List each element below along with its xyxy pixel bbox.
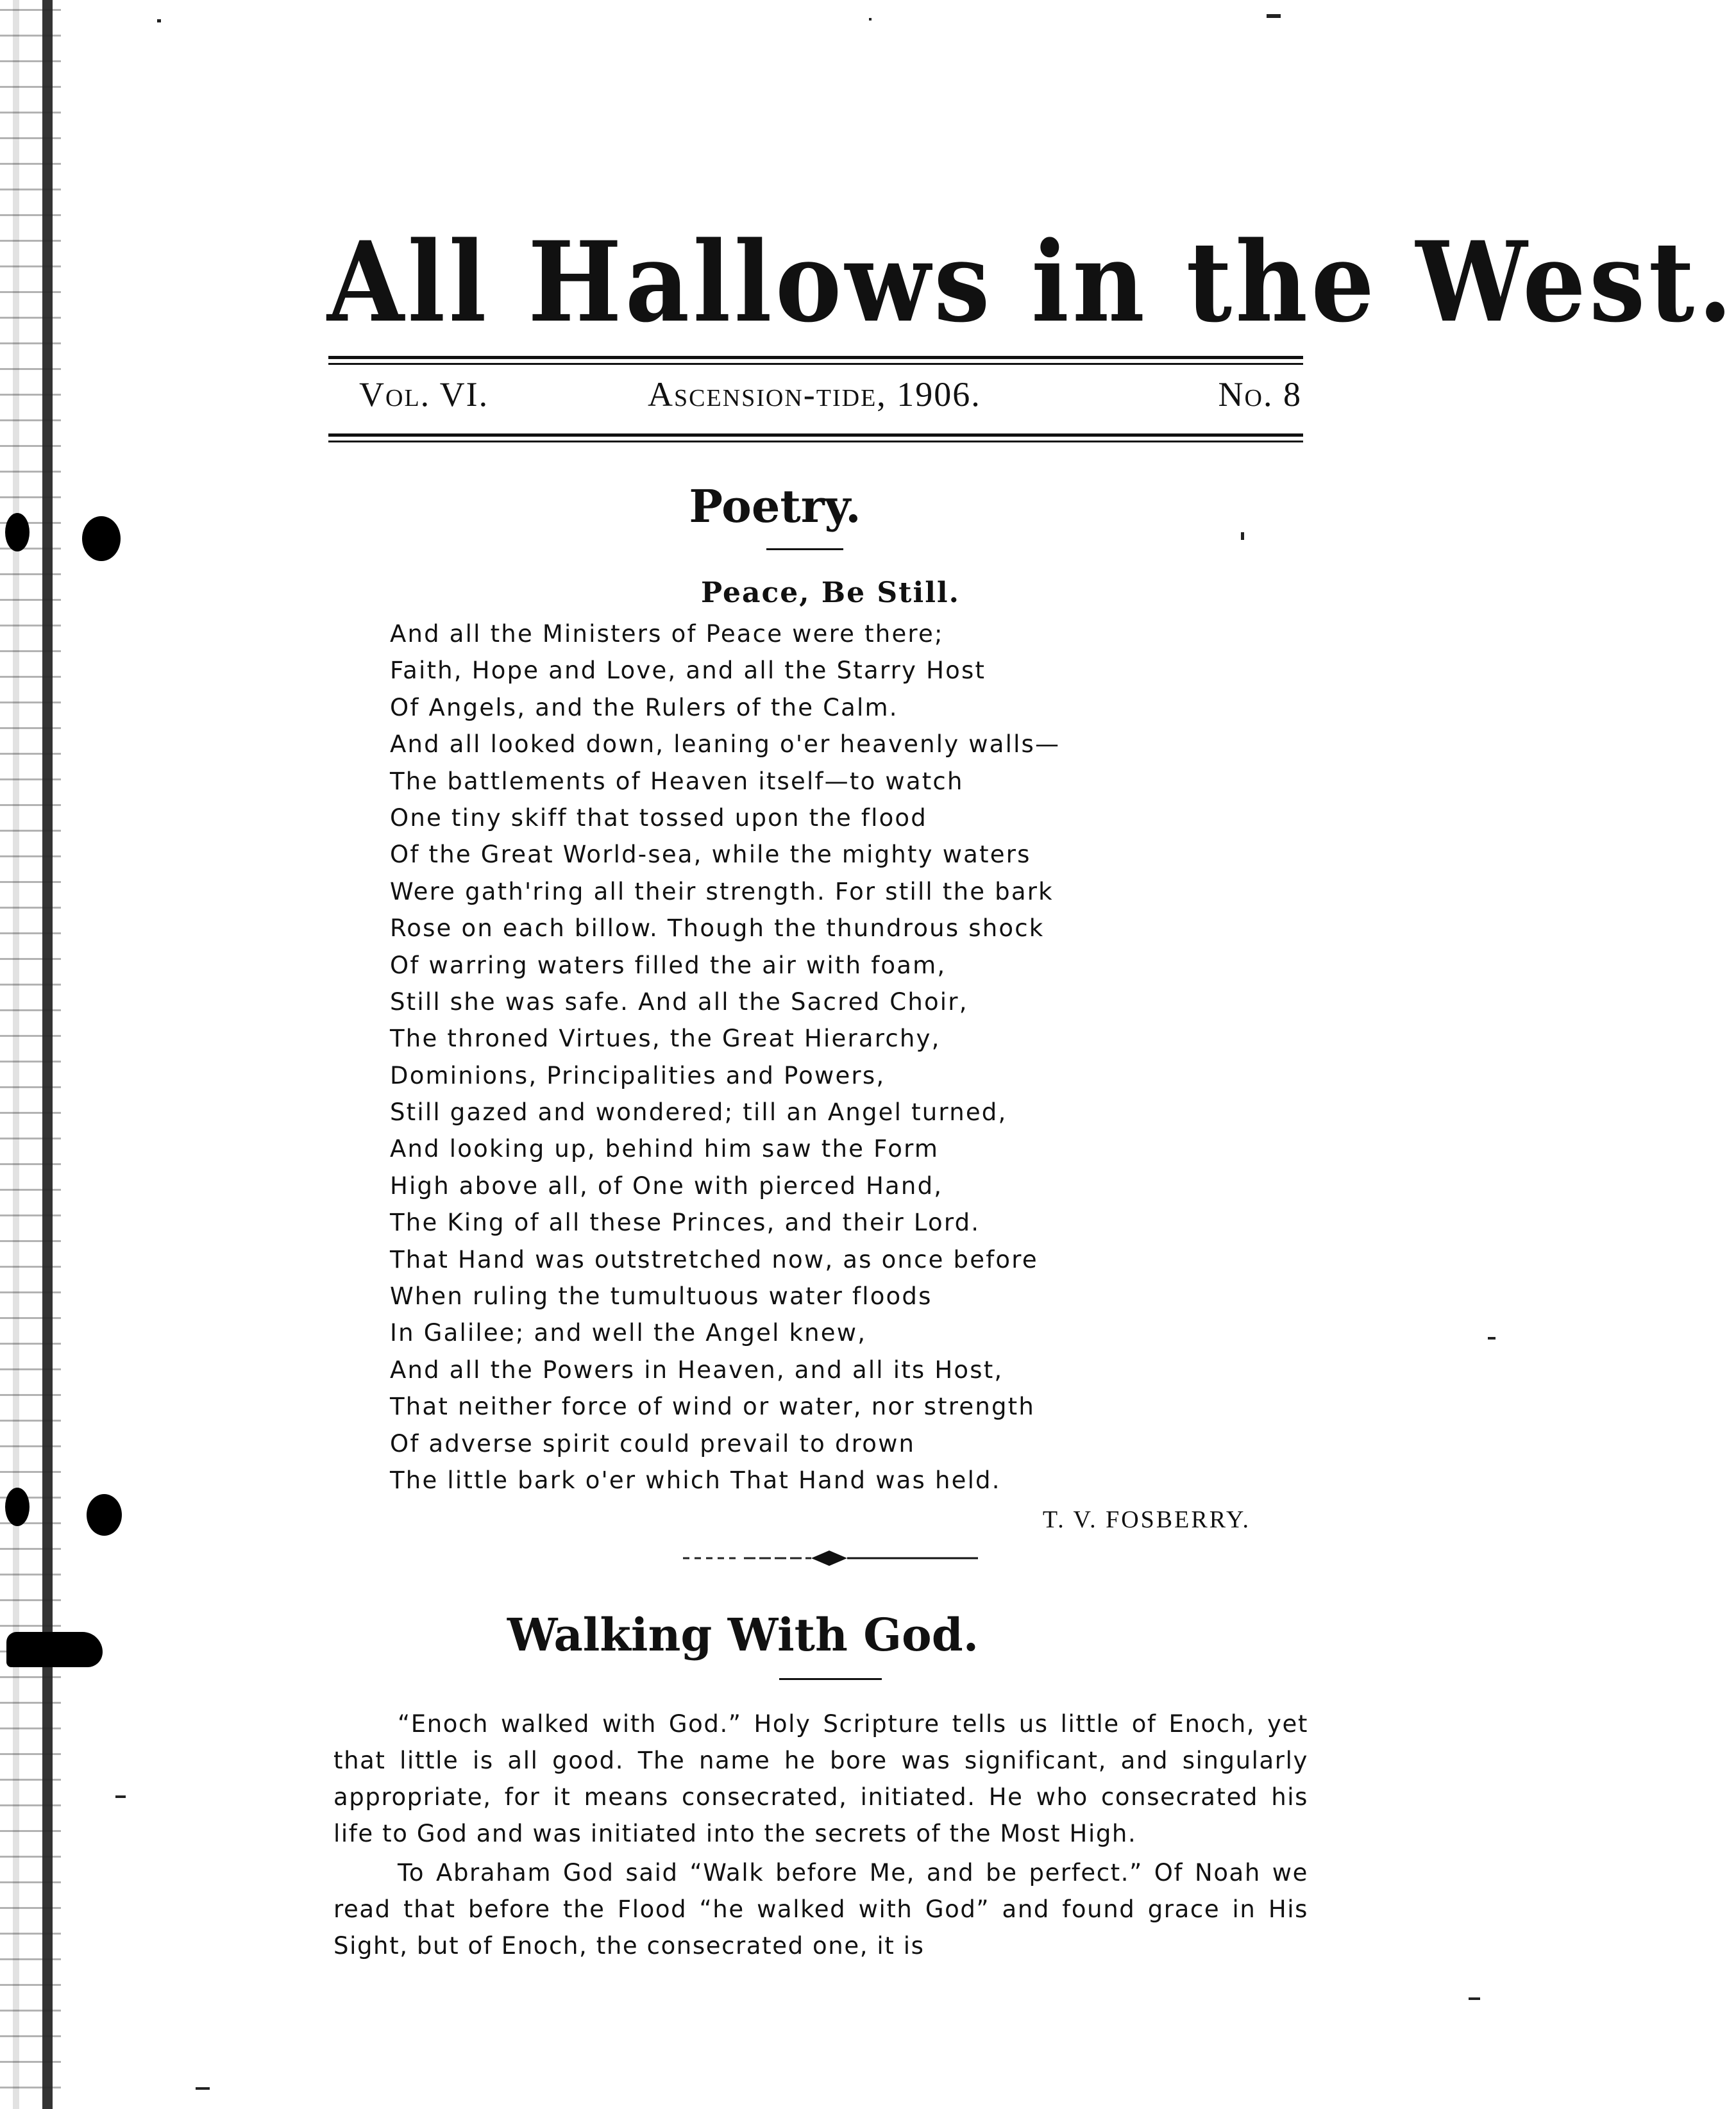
poem-line: Of Angels, and the Rulers of the Calm. bbox=[390, 693, 898, 721]
scan-speck bbox=[1469, 1997, 1480, 2000]
poem-line: The little bark o'er which That Hand was held. bbox=[390, 1466, 1001, 1494]
article-paragraph: To Abraham God said “Walk before Me, and be perfect.” Of Noah we read that before the Flood “he walked with God” and found grace in His Sight, but of Enoch, the consecrated one, it is bbox=[333, 1859, 1308, 1960]
poem-line: And all the Powers in Heaven, and all its Host, bbox=[390, 1356, 1004, 1384]
binding-edge bbox=[0, 0, 61, 2109]
poem-line: And all looked down, leaning o'er heavenly walls— bbox=[390, 730, 1061, 759]
poem-line: High above all, of One with pierced Hand, bbox=[390, 1172, 943, 1200]
poem-line: That Hand was outstretched now, as once before bbox=[390, 1245, 1038, 1273]
poem-line: The throned Virtues, the Great Hierarchy, bbox=[390, 1025, 941, 1053]
scan-speck bbox=[1241, 532, 1244, 540]
article-body bbox=[333, 1706, 1308, 1964]
poem-line: And all the Ministers of Peace were there; bbox=[390, 620, 944, 648]
poem-line: And looking up, behind him saw the Form bbox=[390, 1135, 940, 1163]
poem-line: Faith, Hope and Love, and all the Starry Host bbox=[390, 657, 986, 685]
article-heading-rule bbox=[779, 1678, 882, 1680]
poem-line: The battlements of Heaven itself—to watch bbox=[390, 767, 964, 795]
poem-body bbox=[390, 616, 1211, 1499]
poem-line: Rose on each billow. Though the thundrous shock bbox=[390, 914, 1045, 943]
poem-line: One tiny skiff that tossed upon the flood bbox=[390, 803, 927, 832]
punch-hole bbox=[5, 1488, 29, 1526]
masthead-rule-top bbox=[328, 356, 1303, 365]
poem-title: Peace, Be Still. bbox=[701, 576, 960, 609]
issue-line bbox=[359, 372, 1302, 417]
article-heading: Walking With God. bbox=[507, 1608, 979, 1661]
poem-line: When ruling the tumultuous water floods bbox=[390, 1282, 932, 1311]
article-paragraph: “Enoch walked with God.” Holy Scripture tells us little of Enoch, yet that little is all good. The name he bore was significant, and singularly appropriate, for it means consecrated, initiated. He who consecrated his life to God and was initiated into the secrets of the Most High. bbox=[333, 1710, 1308, 1847]
section-divider-ornament bbox=[683, 1549, 978, 1568]
poem-line: Of warring waters filled the air with foam, bbox=[390, 951, 947, 979]
poem-author: T. V. FOSBERRY. bbox=[1042, 1506, 1251, 1533]
issue-volume: Vol. VI. bbox=[359, 375, 489, 414]
scan-speck bbox=[869, 18, 872, 21]
issue-date: Ascension-tide, 1906. bbox=[648, 375, 981, 414]
poem-line: Of adverse spirit could prevail to drown bbox=[390, 1429, 916, 1458]
poem-line: That neither force of wind or water, nor strength bbox=[390, 1393, 1036, 1421]
poem-line: Still she was safe. And all the Sacred Choir, bbox=[390, 987, 968, 1016]
scan-speck bbox=[1488, 1337, 1496, 1340]
scan-speck bbox=[115, 1795, 126, 1798]
poem-line: Still gazed and wondered; till an Angel turned, bbox=[390, 1098, 1007, 1127]
poem-line: Were gath'ring all their strength. For still the bark bbox=[390, 877, 1054, 905]
scan-speck bbox=[196, 2087, 210, 2090]
issue-number: No. 8 bbox=[1218, 375, 1302, 414]
poem-line: In Galilee; and well the Angel knew, bbox=[390, 1319, 867, 1347]
poem-line: Of the Great World-sea, while the mighty waters bbox=[390, 841, 1031, 869]
scan-speck bbox=[157, 19, 161, 22]
masthead-rule-bottom bbox=[328, 433, 1303, 442]
punch-hole bbox=[87, 1494, 122, 1536]
scan-speck bbox=[1267, 14, 1281, 18]
poem-line: Dominions, Principalities and Powers, bbox=[390, 1061, 886, 1089]
masthead-title: All Hallows in the West. bbox=[327, 217, 1736, 347]
poetry-heading: Poetry. bbox=[689, 480, 861, 533]
poetry-heading-rule bbox=[766, 548, 843, 550]
poem-line: The King of all these Princes, and their Lord. bbox=[390, 1209, 981, 1237]
